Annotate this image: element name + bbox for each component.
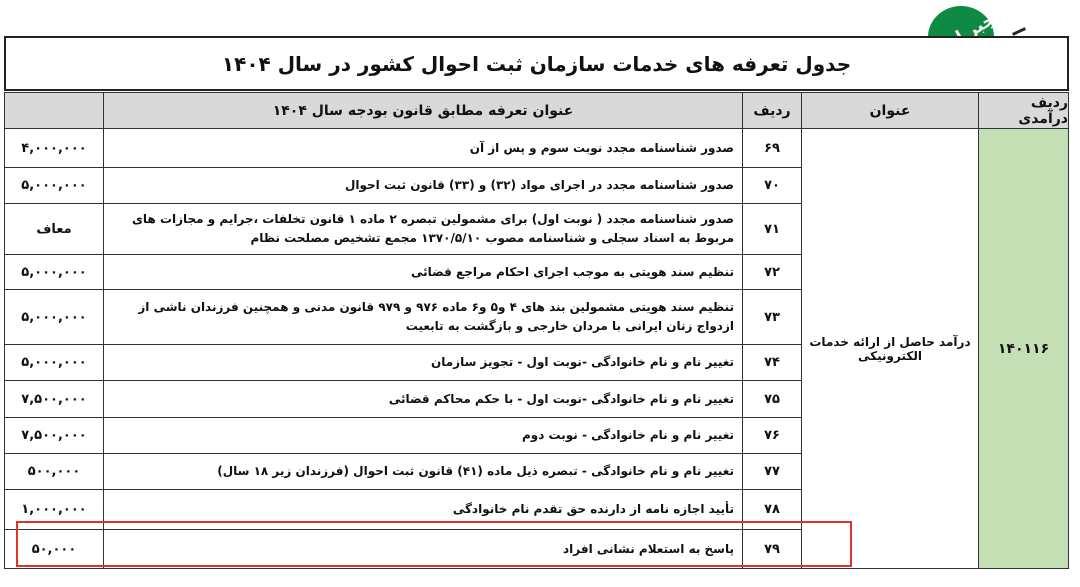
row-description: تغییر نام و نام خانوادگی - نوبت دوم [103,417,743,454]
header-subject: عنوان [801,92,979,129]
row-number: ۷۷ [742,453,802,490]
row-number: ۷۲ [742,254,802,290]
header-row-number: ردیف [742,92,802,129]
row-amount: ۷,۵۰۰,۰۰۰ [4,417,104,454]
row-amount: ۷,۵۰۰,۰۰۰ [4,380,104,418]
row-amount: ۵,۰۰۰,۰۰۰ [4,344,104,381]
income-title-cell: درآمد حاصل از ارائه خدمات الکترونیکی [801,128,979,569]
row-amount: ۵۰۰,۰۰۰ [4,453,104,490]
row-number: ۷۳ [742,289,802,345]
row-number: ۷۱ [742,203,802,255]
row-amount: ۴,۰۰۰,۰۰۰ [4,128,104,168]
row-number: ۷۹ [742,529,802,569]
row-amount: معاف [4,203,104,255]
row-description: تأیید اجازه نامه از دارنده حق تقدم نام خانوادگی [103,489,743,530]
row-amount: ۵,۰۰۰,۰۰۰ [4,254,104,290]
tariff-table [4,92,1069,569]
row-number: ۷۵ [742,380,802,418]
row-description: تغییر نام و نام خانوادگی -نوبت اول - با حکم محاکم قضائی [103,380,743,418]
header-amount [4,92,104,129]
table-title-box [4,36,1069,91]
row-description: تنظیم سند هویتی مشمولین بند های ۴ و۵ و۶ ماده ۹۷۶ و ۹۷۹ قانون مدنی و همچنین فرزندان ناشی از ازدواج زنان ایرانی با مردان خارجی و بازگشت به تابعیت [103,289,743,345]
row-number: ۷۶ [742,417,802,454]
row-number: ۷۴ [742,344,802,381]
row-description: تغییر نام و نام خانوادگی - تبصره ذیل ماده (۴۱) قانون ثبت احوال (فرزندان زیر ۱۸ سال) [103,453,743,490]
row-description: صدور شناسنامه مجدد ( نوبت اول) برای مشمولین تبصره ۲ ماده ۱ قانون تخلفات ،جرایم و مجازات های مربوط به اسناد سجلی و شناسنامه مصوب ۱۳۷۰/۵/۱۰ مجمع تشخیص مصلحت نظام [103,203,743,255]
header-tariff-title: عنوان تعرفه مطابق قانون بودجه سال ۱۴۰۴ [103,92,743,129]
row-description: تغییر نام و نام خانوادگی -نوبت اول - تجویز سازمان [103,344,743,381]
row-amount: ۱,۰۰۰,۰۰۰ [4,489,104,530]
header-income-code: ردیف درآمدی [978,92,1069,129]
row-description: صدور شناسنامه مجدد نوبت سوم و پس از آن [103,128,743,168]
table-title: جدول تعرفه های خدمات سازمان ثبت احوال کشور در سال ۱۴۰۴ [221,51,852,76]
income-code-cell: ۱۴۰۱۱۶ [978,128,1069,569]
logo-mark [1012,27,1026,36]
row-amount: ۵,۰۰۰,۰۰۰ [4,167,104,204]
row-description: صدور شناسنامه مجدد در اجرای مواد (۳۲) و (۳۳) قانون ثبت احوال [103,167,743,204]
row-number: ۷۰ [742,167,802,204]
row-description: پاسخ به استعلام نشانی افراد [103,529,743,569]
row-amount: ۵,۰۰۰,۰۰۰ [4,289,104,345]
row-amount: ۵۰,۰۰۰ [4,529,104,569]
row-description: تنظیم سند هویتی به موجب اجرای احکام مراجع قضائی [103,254,743,290]
row-number: ۷۸ [742,489,802,530]
row-number: ۶۹ [742,128,802,168]
